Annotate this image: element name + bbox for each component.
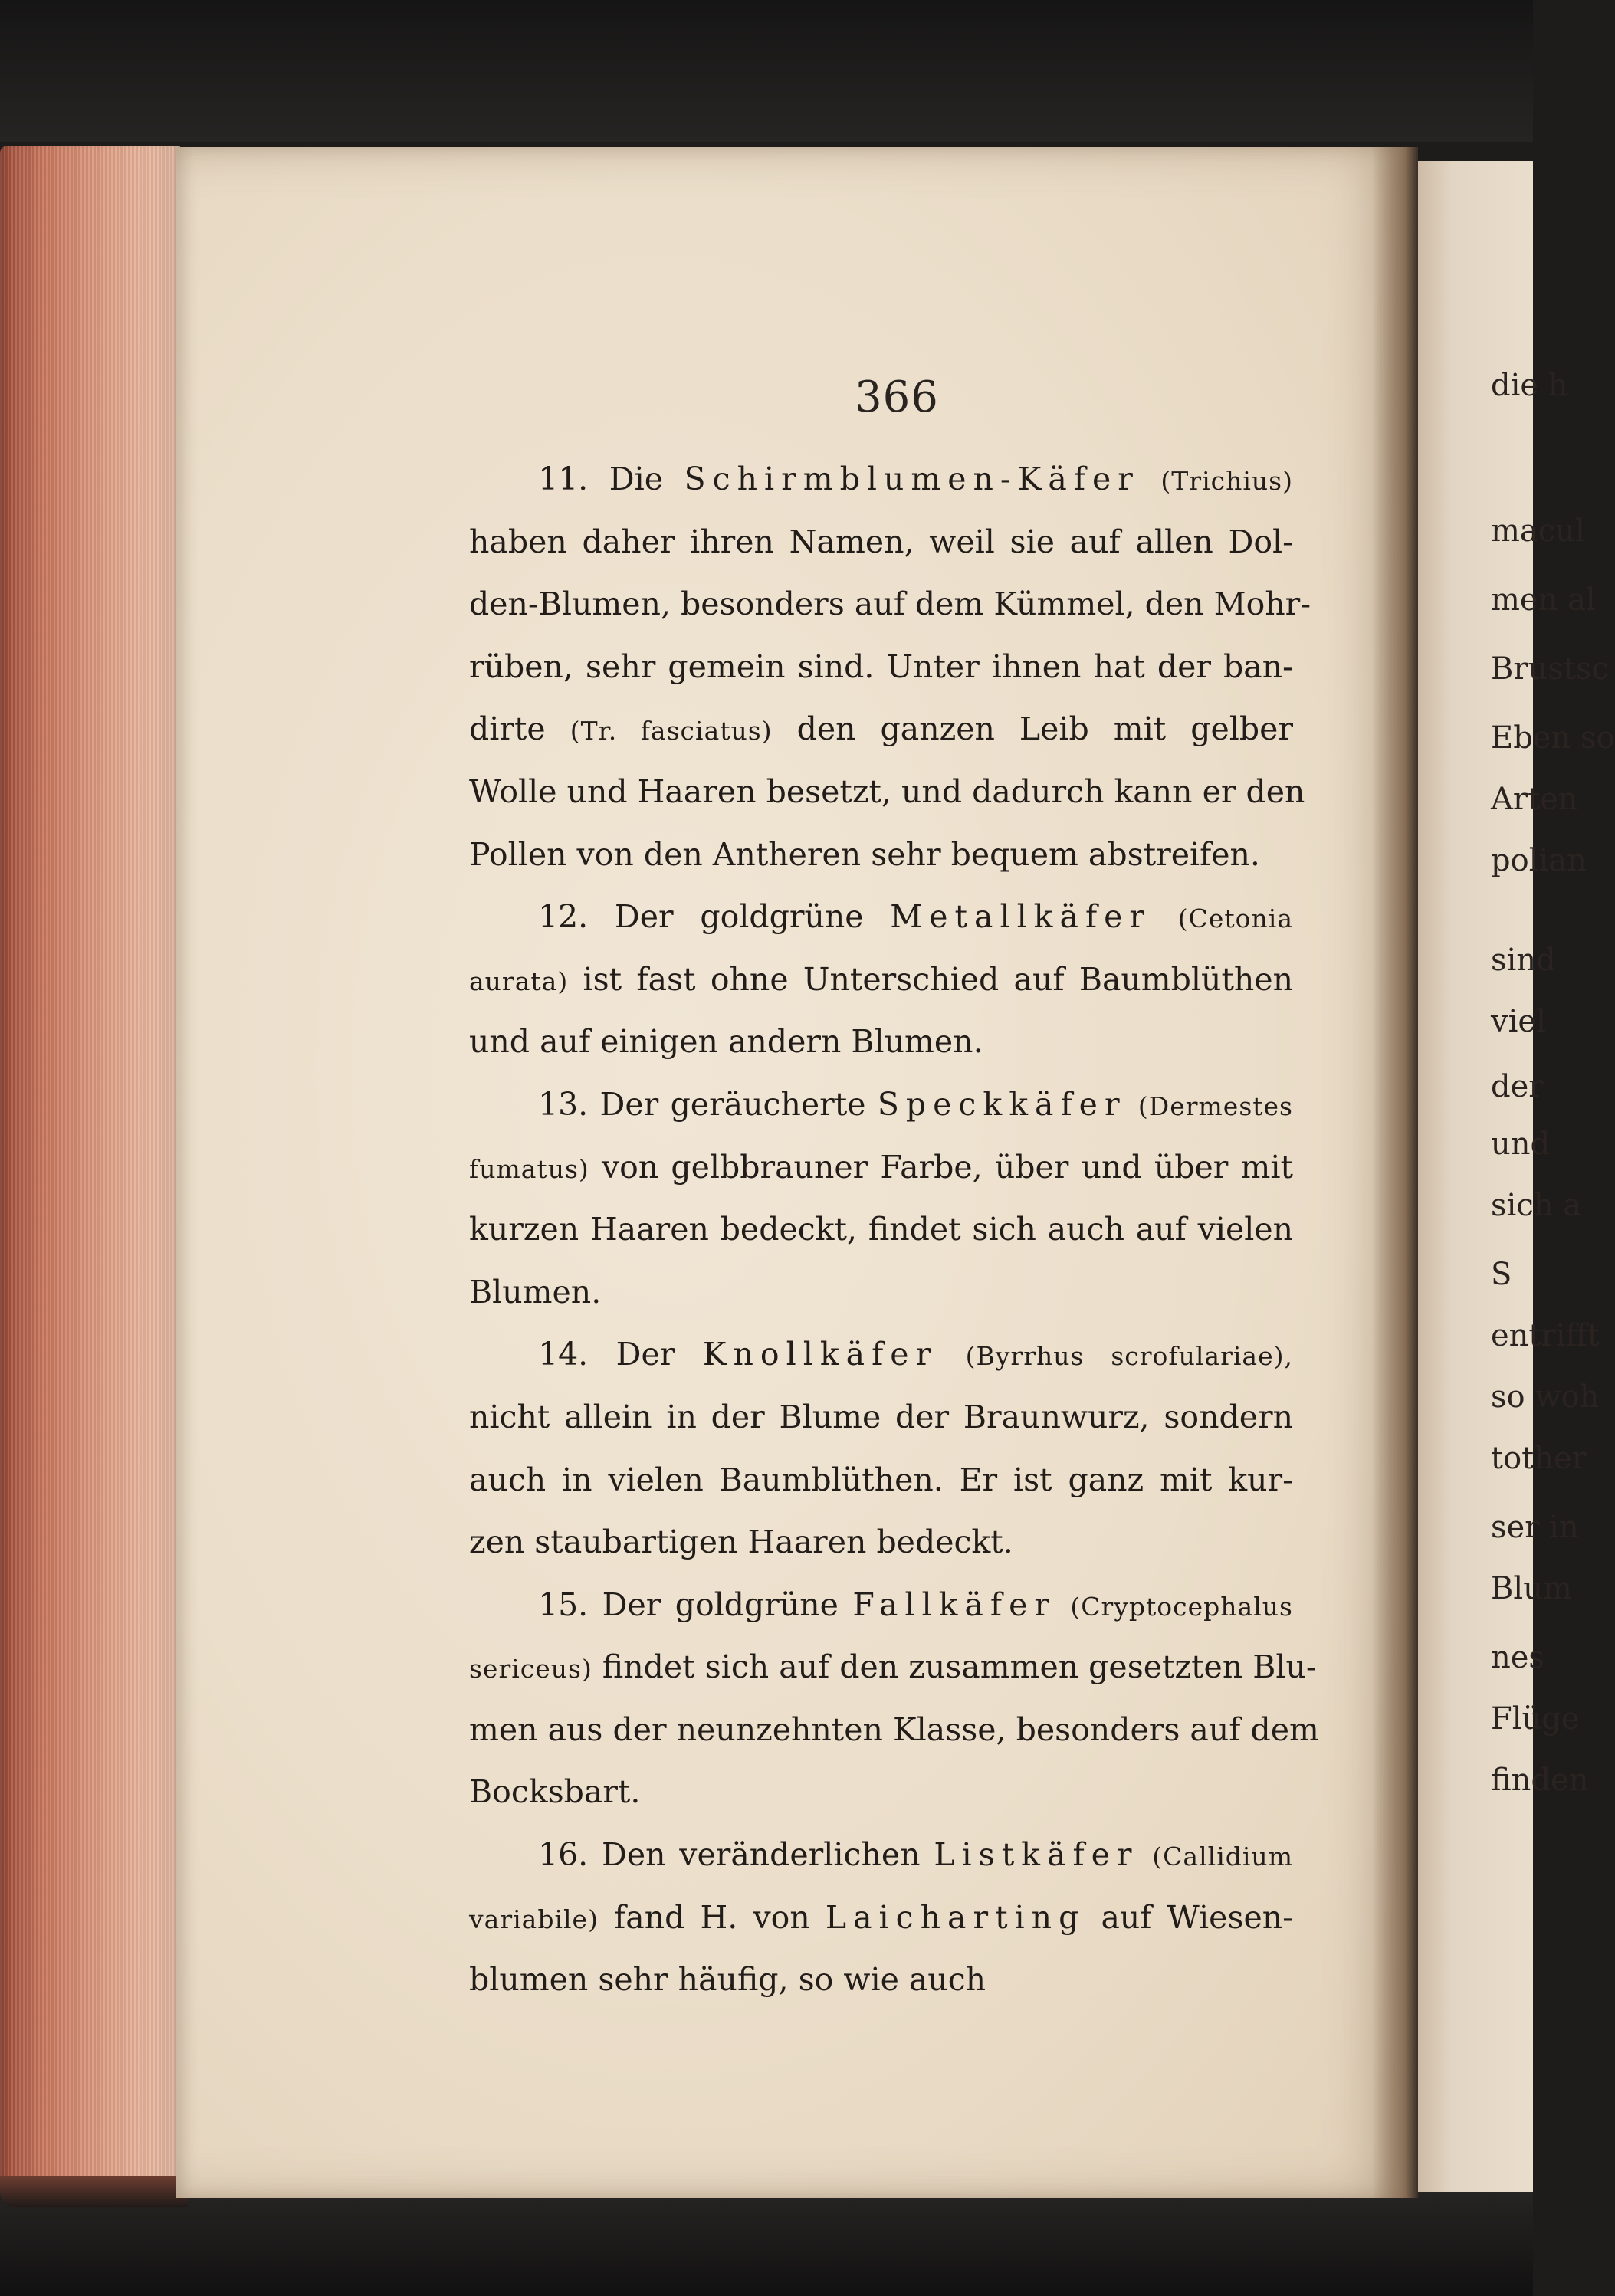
text-run: rüben, sehr gemein sind. Unter ihnen hat der ban- xyxy=(469,648,1293,685)
text-run: findet sich auf den zusammen gesetzten Blu- xyxy=(592,1648,1317,1686)
text-line xyxy=(469,1949,1293,2012)
text-run: 13. Der geräucherte xyxy=(538,1085,878,1123)
latin-name: variabile) xyxy=(469,1904,599,1934)
text-line xyxy=(469,761,1305,824)
text-run: 16. Den veränderlichen xyxy=(538,1836,934,1874)
text-line xyxy=(469,1011,1293,1074)
text-line xyxy=(469,1636,1317,1699)
facing-page-fragment: Flüge xyxy=(1491,1701,1580,1737)
text-run xyxy=(1140,461,1161,497)
background-bottom xyxy=(0,2192,1533,2296)
text-run xyxy=(1139,1836,1153,1873)
facing-page-fragment: sich a xyxy=(1491,1188,1582,1223)
text-line xyxy=(469,1511,1293,1574)
text-run: auf Wiesen- xyxy=(1085,1898,1293,1936)
facing-page xyxy=(1418,161,1615,2192)
text-run: ist fast ohne Unterschied auf Baumblüthen xyxy=(568,960,1293,998)
text-line xyxy=(469,1137,1293,1199)
text-run: den ganzen Leib mit gelber xyxy=(772,710,1293,748)
text-line xyxy=(469,1824,1293,1887)
text-line xyxy=(469,1449,1293,1512)
text-run xyxy=(1056,1586,1070,1623)
text-run: nicht allein in der Blume der Braunwurz, sondern xyxy=(469,1398,1293,1435)
emphasized-name: Listkäfer xyxy=(934,1836,1139,1874)
latin-name: (Dermestes xyxy=(1137,1091,1293,1121)
page-number: 366 xyxy=(855,372,939,422)
text-line xyxy=(469,573,1311,636)
facing-page-fragment: macul xyxy=(1491,513,1585,549)
book-gutter xyxy=(1372,147,1418,2198)
latin-name: (Trichius) xyxy=(1160,466,1293,496)
latin-name: (Cryptocephalus xyxy=(1070,1591,1293,1622)
book-page-edges xyxy=(0,146,180,2192)
emphasized-name: Knollkäfer xyxy=(702,1336,938,1373)
text-run xyxy=(937,1336,965,1373)
text-run: und auf einigen andern Blumen. xyxy=(469,1023,983,1061)
text-run xyxy=(1151,898,1178,935)
text-line xyxy=(469,886,1293,949)
facing-page-fragment: Arten xyxy=(1491,782,1578,817)
text-run: haben daher ihren Namen, weil sie auf allen Dol- xyxy=(469,523,1293,560)
facing-page-fragment: men al xyxy=(1491,582,1596,618)
text-line xyxy=(469,1761,1293,1824)
facing-page-fragment: viel xyxy=(1491,1004,1546,1039)
facing-page-fragment: ser in xyxy=(1491,1510,1579,1545)
background-top xyxy=(0,0,1533,142)
facing-page-fragment: S xyxy=(1491,1257,1512,1292)
text-line xyxy=(469,1074,1293,1137)
text-run: fand H. von xyxy=(598,1898,826,1936)
text-line xyxy=(469,1199,1293,1261)
text-run: 15. Der goldgrüne xyxy=(538,1586,853,1623)
latin-name: aurata) xyxy=(469,966,569,996)
text-line xyxy=(469,1323,1293,1386)
text-line xyxy=(469,636,1293,699)
emphasized-name: Fallkäfer xyxy=(852,1586,1056,1623)
text-run: Wolle und Haaren besetzt, und dadurch kann er den xyxy=(469,772,1305,810)
facing-page-fragment: so woh xyxy=(1491,1379,1600,1415)
latin-name: (Byrrhus scrofulariae), xyxy=(965,1341,1293,1372)
text-run: 14. Der xyxy=(538,1336,703,1373)
text-run: blumen sehr häufig, so wie auch xyxy=(469,1961,986,1999)
facing-page-fragment: der xyxy=(1491,1069,1544,1104)
latin-name: (Tr. fasciatus) xyxy=(570,716,773,746)
facing-page-fragment: nes xyxy=(1491,1640,1544,1675)
text-run: zen staubartigen Haaren bedeckt. xyxy=(469,1524,1013,1561)
text-run: Pollen von den Antheren sehr bequem abstreifen. xyxy=(469,835,1260,873)
text-line xyxy=(469,1887,1293,1950)
text-line xyxy=(469,1699,1319,1762)
text-run: kurzen Haaren bedeckt, findet sich auch auf vielen xyxy=(469,1211,1293,1248)
facing-page-fragment: finden xyxy=(1491,1763,1589,1798)
text-run: dirte xyxy=(469,710,570,748)
text-line xyxy=(469,448,1293,511)
text-run: auch in vielen Baumblüthen. Er ist ganz mit kur- xyxy=(469,1461,1293,1498)
facing-page-fragment: Brustsc xyxy=(1491,651,1609,687)
latin-name: fumatus) xyxy=(469,1153,589,1184)
text-run: men aus der neunzehnten Klasse, besonders auf dem xyxy=(469,1711,1319,1748)
text-line xyxy=(469,698,1293,761)
facing-page-fragment: sind xyxy=(1491,943,1556,978)
text-line xyxy=(469,1574,1293,1637)
text-line xyxy=(469,1261,1293,1324)
emphasized-name: Schirmblumen-Käfer xyxy=(684,461,1140,497)
text-line xyxy=(469,949,1293,1012)
latin-name: (Callidium xyxy=(1152,1842,1293,1872)
text-line xyxy=(469,511,1293,574)
text-line xyxy=(469,1386,1293,1449)
book-edge-shadow xyxy=(0,2176,188,2207)
text-run: den-Blumen, besonders auf dem Kümmel, den Mohr- xyxy=(469,585,1311,623)
facing-page-fragment: die h xyxy=(1491,368,1568,403)
text-run: von gelbbrauner Farbe, über und über mit xyxy=(589,1148,1293,1186)
text-run: Blumen. xyxy=(469,1273,602,1310)
text-run: 12. Der goldgrüne xyxy=(538,898,891,936)
facing-page-fragment: tother xyxy=(1491,1441,1587,1476)
text-line xyxy=(469,824,1293,887)
latin-name: sericeus) xyxy=(469,1654,592,1684)
facing-page-fragment: Blum xyxy=(1491,1571,1572,1606)
facing-page-fragment: polian xyxy=(1491,843,1587,878)
facing-page-fragment: entrifft xyxy=(1491,1318,1600,1353)
latin-name: (Cetonia xyxy=(1177,904,1293,934)
text-run: 11. Die xyxy=(538,461,684,497)
text-run xyxy=(1127,1086,1138,1123)
facing-page-fragment: und xyxy=(1491,1127,1551,1162)
emphasized-name: Metallkäfer xyxy=(890,898,1152,936)
page-text xyxy=(469,448,1319,2012)
facing-page-fragment: Eben so xyxy=(1491,720,1615,756)
emphasized-name: Laicharting xyxy=(825,1898,1086,1936)
text-run: Bocksbart. xyxy=(469,1773,641,1811)
emphasized-name: Speckkäfer xyxy=(877,1085,1127,1123)
